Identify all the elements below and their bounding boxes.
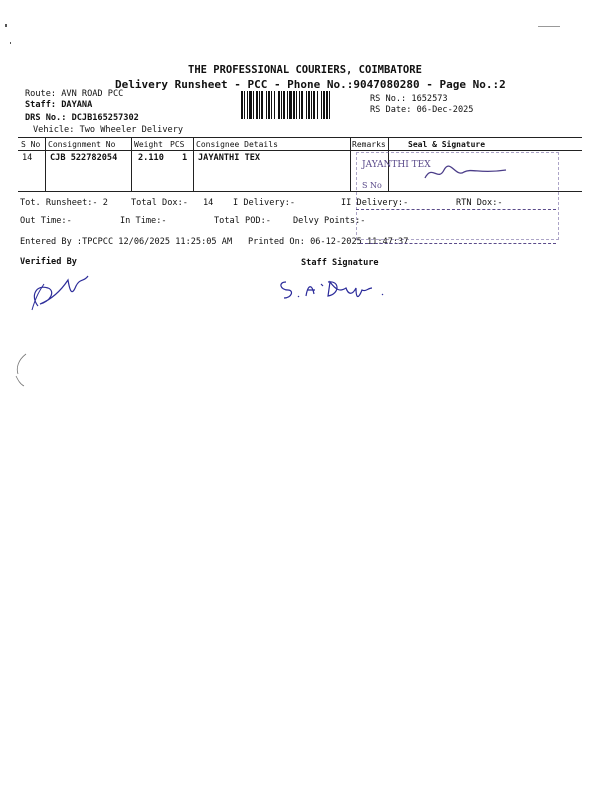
row-weight: 2.110: [138, 153, 164, 163]
total-dox-label: Total Dox:-: [131, 198, 188, 208]
barcode-bar: [317, 91, 318, 119]
barcode-bar: [306, 91, 307, 119]
stamp-text-line2: S No: [362, 181, 382, 190]
barcode-bar: [311, 91, 312, 119]
barcode-bar: [293, 91, 295, 119]
table-top-border: [18, 137, 582, 138]
table-header-bottom-border: [18, 150, 582, 151]
barcode-bar: [274, 91, 275, 119]
company-title: THE PROFESSIONAL COURIERS, COIMBATORE: [188, 64, 422, 76]
table-col-divider: [131, 137, 132, 191]
barcode-bar: [299, 91, 300, 119]
scan-speck: [538, 26, 560, 27]
barcode-bar: [289, 91, 292, 119]
barcode-bar: [301, 91, 303, 119]
runsheet-title: Delivery Runsheet - PCC - Phone No.:9047080280 - Page No.:2: [115, 78, 506, 91]
barcode-bar: [249, 91, 252, 119]
col-header-seal: Seal & Signature: [408, 140, 486, 149]
entered-by: Entered By :TPCPCC 12/06/2025 11:25:05 AM: [20, 237, 233, 247]
verifier-signature: [24, 266, 104, 314]
scan-speck: [10, 42, 11, 44]
col-header-pcs: PCS: [170, 140, 185, 149]
barcode-bar: [287, 91, 288, 119]
i-delivery: I Delivery:-: [233, 198, 296, 208]
delvy-points: Delvy Points:-: [293, 216, 366, 226]
rtn-dox: RTN Dox:-: [456, 198, 503, 208]
scan-speck: [5, 24, 7, 27]
barcode-bar: [247, 91, 248, 119]
staff-text: Staff: DAYANA: [25, 100, 93, 110]
barcode-bar: [268, 91, 270, 119]
table-col-divider: [193, 137, 194, 191]
dashed-divider: [356, 209, 556, 210]
in-time: In Time:-: [120, 216, 167, 226]
drs-number: DRS No.: DCJB165257302: [25, 113, 139, 123]
barcode-bar: [256, 91, 258, 119]
printed-on: Printed On: 06-12-2025 11:47:37: [248, 237, 409, 247]
barcode-bar: [321, 91, 322, 119]
barcode-bar: [323, 91, 325, 119]
barcode-bar: [244, 91, 245, 119]
col-header-consignment: Consignment No: [48, 140, 116, 149]
vehicle-text: Vehicle: Two Wheeler Delivery: [33, 125, 184, 135]
total-pod: Total POD:-: [214, 216, 271, 226]
barcode-bar: [259, 91, 260, 119]
barcode-bar: [261, 91, 263, 119]
stamp-signature-scribble: [420, 160, 510, 186]
barcode-bar: [329, 91, 330, 119]
total-dox-value: 14: [203, 198, 214, 208]
col-header-consignee: Consignee Details: [196, 140, 278, 149]
col-header-sno: S No: [21, 140, 41, 149]
barcode-bar: [278, 91, 280, 119]
verified-by-label: Verified By: [20, 257, 77, 267]
staff-signature-label: Staff Signature: [301, 258, 379, 268]
barcode-bar: [326, 91, 328, 119]
ii-delivery: II Delivery:-: [341, 198, 409, 208]
row-consignee: JAYANTHI TEX: [198, 153, 261, 163]
barcode-bar: [313, 91, 315, 119]
stamp-text-line1: JAYANTHI TEX: [362, 160, 431, 170]
dashed-underline: [360, 243, 556, 244]
table-col-divider: [350, 137, 351, 191]
route-text: Route: AVN ROAD PCC: [25, 89, 124, 99]
margin-scan-mark: [12, 352, 32, 388]
rs-number: RS No.: 1652573: [370, 94, 448, 104]
rs-date: RS Date: 06-Dec-2025: [370, 105, 474, 115]
barcode-bar: [253, 91, 254, 119]
col-header-remarks: Remarks: [352, 140, 386, 149]
barcode-image: [241, 91, 367, 119]
barcode-bar: [281, 91, 282, 119]
out-time: Out Time:-: [20, 216, 72, 226]
table-col-divider: [45, 137, 46, 191]
barcode-bar: [271, 91, 272, 119]
tot-runsheet: Tot. Runsheet:- 2: [20, 198, 108, 208]
staff-signature: [276, 274, 396, 304]
barcode-bar: [241, 91, 243, 119]
row-sno: 14: [22, 153, 33, 163]
barcode-bar: [308, 91, 310, 119]
col-header-weight: Weight: [134, 140, 163, 149]
barcode-bar: [296, 91, 297, 119]
row-consignment-no: CJB 522782054: [50, 153, 118, 163]
barcode-bar: [266, 91, 267, 119]
barcode-bar: [283, 91, 285, 119]
row-pcs: 1: [182, 153, 188, 163]
